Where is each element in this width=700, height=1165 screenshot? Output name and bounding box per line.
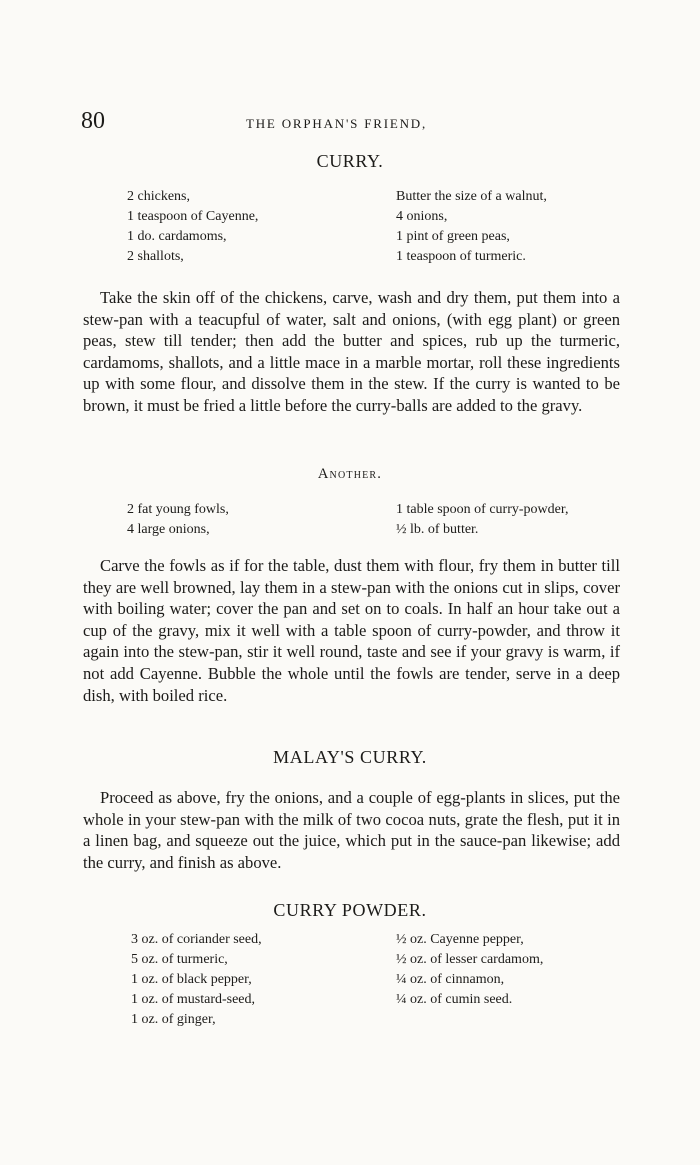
ingredient: 2 chickens, [127, 189, 190, 204]
recipe-title-curry: CURRY. [316, 151, 384, 171]
ingredient: 2 shallots, [127, 249, 184, 264]
recipe-title-curry-powder: CURRY POWDER. [273, 900, 427, 920]
method-paragraph: Proceed as above, fry the onions, and a couple of egg-plants in slices, put the whole in your stew-pan with the milk of two cocoa nuts, grate the flesh, put it in a linen bag, and squeeze out the juice, which put in the sauce-pan likewise; add the curry, and finish as above. [83, 788, 620, 872]
recipe-title-malays-curry: MALAY'S CURRY. [273, 747, 427, 767]
curry-method [83, 287, 620, 417]
ingredient: 1 pint of green peas, [396, 229, 510, 244]
powder-ingredients-right [396, 930, 543, 1010]
method-paragraph: Carve the fowls as if for the table, dust them with flour, fry them in butter till they are well browned, lay them in a stew-pan with the onions cut in slips, cover with boiling water; cover the pan and set on to coals. In half an hour take out a cup of the gravy, mix it well with a table spoon of curry-powder, and throw it again into the stew-pan, stir it well round, taste and see if your gravy is warm, if not add Cayenne. Bubble the whole until the fowls are tender, serve in a deep dish, with boiled rice. [83, 556, 620, 705]
recipe-title-another: Another. [317, 466, 383, 482]
another-method [83, 555, 620, 706]
ingredient: ¼ oz. of cumin seed. [396, 992, 513, 1007]
ingredient: 4 onions, [396, 209, 448, 224]
ingredient: 1 oz. of black pepper, [131, 972, 252, 987]
ingredient: 5 oz. of turmeric, [131, 952, 228, 967]
ingredient: 1 do. cardamoms, [127, 229, 227, 244]
page-number: 80 [81, 108, 105, 134]
another-ingredients-left [127, 500, 229, 540]
powder-ingredients-left [131, 930, 262, 1030]
running-title: THE ORPHAN'S FRIEND, [246, 116, 427, 131]
ingredient: ½ oz. of lesser cardamom, [396, 952, 544, 967]
ingredient: 1 teaspoon of Cayenne, [127, 209, 259, 224]
ingredient: Butter the size of a walnut, [396, 189, 547, 204]
ingredient: 1 table spoon of curry-powder, [396, 502, 569, 517]
ingredient: ½ lb. of butter. [396, 522, 479, 537]
ingredient: ¼ oz. of cinnamon, [396, 972, 505, 987]
ingredient: 2 fat young fowls, [127, 502, 229, 517]
another-ingredients-right [396, 500, 568, 540]
ingredient: 1 oz. of mustard-seed, [131, 992, 256, 1007]
curry-ingredients-left [127, 187, 258, 267]
malay-method [83, 787, 620, 873]
ingredient: ½ oz. Cayenne pepper, [396, 932, 524, 947]
ingredient: 3 oz. of coriander seed, [131, 932, 262, 947]
method-paragraph: Take the skin off of the chickens, carve, wash and dry them, put them into a stew-pan with a teacupful of water, salt and onions, (with egg plant) or green peas, stew till tender; then add the butter and spices, rub up the turmeric, cardamoms, shallots, and a little mace in a marble mortar, roll these ingredients up with some flour, and dissolve them in the stew. If the curry is wanted to be brown, it must be fried a little before the curry-balls are added to the gravy. [83, 288, 620, 415]
curry-ingredients-right [396, 187, 547, 267]
ingredient: 1 teaspoon of turmeric. [396, 249, 526, 264]
ingredient: 4 large onions, [127, 522, 210, 537]
page-header [81, 108, 621, 138]
ingredient: 1 oz. of ginger, [131, 1012, 216, 1027]
